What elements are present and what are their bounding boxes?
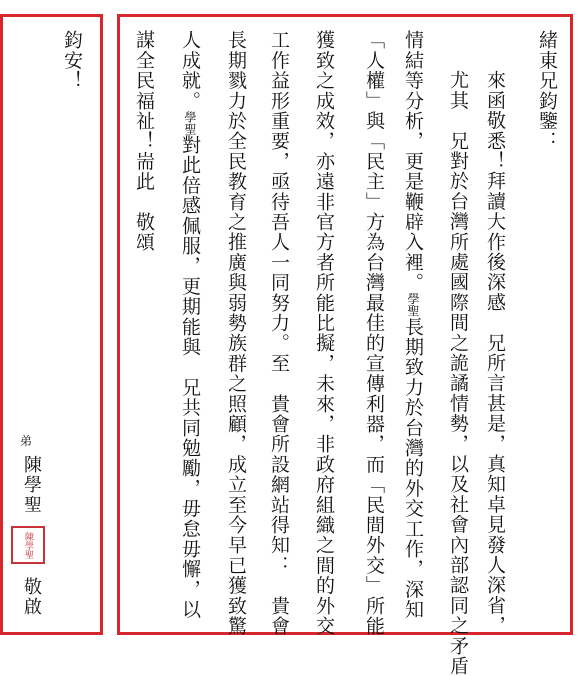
letter-salutation: 緒東兄鈞鑒：	[536, 30, 558, 152]
letter-column-7: 長期戮力於全民教育之推廣與弱勢族群之照顧，成立至今早已獲致驚	[225, 30, 247, 636]
sender-prefix: 弟	[20, 434, 33, 448]
letter-column-9: 謀全民福祉！耑此 敬頌	[133, 30, 155, 253]
signoff: 敬啟	[21, 577, 42, 617]
seal-text: 陳學聖	[23, 531, 33, 559]
letter-column-8: 人成就。學聖對此倍感佩服，更期能與 兄共同勉勵，毋怠毋懈，以	[179, 30, 201, 620]
letter-column-2: 尤其 兄對於台灣所處國際間之詭譎情勢，以及社會內部認同之矛盾	[447, 70, 469, 676]
letter-column-5: 獲致之成效，亦遠非官方者所能比擬，未來，非政府組織之間的外交	[313, 30, 335, 636]
letter-column-6: 工作益形重要，亟待吾人一同努力。至 貴會所設網站得知： 貴會	[268, 30, 290, 636]
letter-column-4: 「人權」與「民主」方為台灣最佳的宣傳利器，而「民間外交」所能	[363, 30, 385, 636]
letter-column-3: 情結等分析，更是鞭辟入裡。學聖長期致力於台灣的外交工作，深知	[402, 30, 424, 620]
letter-closing: 鈞安！	[61, 30, 83, 91]
letter-column-1: 來函敬悉！拜讀大作後深感 兄所言甚是，真知卓見發人深省，	[484, 70, 506, 636]
sender-name: 陳學聖	[21, 455, 42, 515]
seal-stamp-icon	[11, 526, 45, 564]
